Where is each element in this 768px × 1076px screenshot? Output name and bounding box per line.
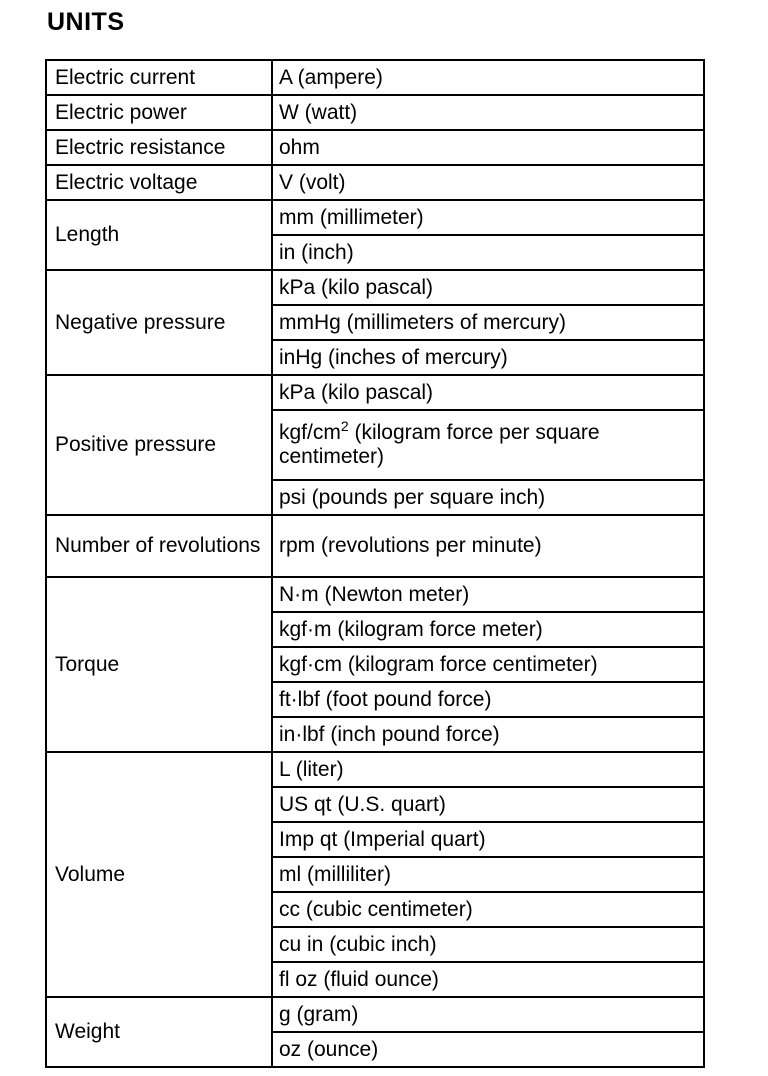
category-cell: Number of revolutions xyxy=(46,515,272,577)
category-cell: Length xyxy=(46,200,272,270)
unit-text: mmHg (millimeters of mercury) xyxy=(279,310,567,334)
table-row xyxy=(46,752,704,787)
unit-cell xyxy=(272,480,704,515)
category-cell: Electric voltage xyxy=(46,165,272,200)
unit-cell xyxy=(272,305,704,340)
category-cell: Electric power xyxy=(46,95,272,130)
unit-text: kPa (kilo pascal) xyxy=(279,275,434,299)
unit-text: oz (ounce) xyxy=(279,1037,379,1061)
unit-text: L (liter) xyxy=(279,757,344,781)
unit-cell xyxy=(272,235,704,270)
unit-text: kgf/cm xyxy=(279,421,341,444)
unit-text: in·lbf (inch pound force) xyxy=(279,722,500,746)
unit-text: kgf·m (kilogram force meter) xyxy=(279,617,543,641)
unit-superscript: 2 xyxy=(340,418,349,434)
unit-text: psi (pounds per square inch) xyxy=(279,485,546,509)
unit-text: ml (milliliter) xyxy=(279,862,391,886)
unit-cell xyxy=(272,857,704,892)
unit-text: cu in (cubic inch) xyxy=(279,932,437,956)
table-row xyxy=(46,200,704,235)
unit-cell xyxy=(272,927,704,962)
unit-cell xyxy=(272,165,704,200)
unit-text: N·m (Newton meter) xyxy=(279,582,470,606)
unit-text: in (inch) xyxy=(279,240,354,264)
unit-cell xyxy=(272,822,704,857)
unit-text: rpm (revolutions per minute) xyxy=(279,534,542,557)
page-title: UNITS xyxy=(47,8,125,36)
unit-cell xyxy=(272,60,704,95)
category-cell: Electric resistance xyxy=(46,130,272,165)
unit-cell xyxy=(272,997,704,1032)
table-row xyxy=(46,270,704,305)
unit-cell xyxy=(272,410,704,480)
unit-cell xyxy=(272,612,704,647)
unit-cell xyxy=(272,130,704,165)
category-cell: Positive pressure xyxy=(46,375,272,515)
unit-cell xyxy=(272,962,704,997)
category-cell: Negative pressure xyxy=(46,270,272,375)
unit-text: kPa (kilo pascal) xyxy=(279,380,434,404)
unit-cell xyxy=(272,515,704,577)
category-cell: Volume xyxy=(46,752,272,997)
unit-text: g (gram) xyxy=(279,1002,359,1026)
units-table xyxy=(45,59,705,1068)
unit-text: W (watt) xyxy=(279,100,358,124)
unit-cell xyxy=(272,717,704,752)
unit-cell xyxy=(272,577,704,612)
unit-text: kgf·cm (kilogram force centimeter) xyxy=(279,652,598,676)
category-cell: Electric current xyxy=(46,60,272,95)
table-row xyxy=(46,95,704,130)
unit-text: mm (millimeter) xyxy=(279,205,424,229)
category-cell: Torque xyxy=(46,577,272,752)
unit-cell xyxy=(272,340,704,375)
unit-text: Imp qt (Imperial quart) xyxy=(279,827,486,851)
category-cell: Weight xyxy=(46,997,272,1067)
unit-cell xyxy=(272,95,704,130)
unit-cell xyxy=(272,200,704,235)
unit-text: inHg (inches of mercury) xyxy=(279,345,508,369)
unit-text: ft·lbf (foot pound force) xyxy=(279,687,492,711)
unit-cell xyxy=(272,375,704,410)
unit-text: cc (cubic centimeter) xyxy=(279,897,473,921)
unit-cell xyxy=(272,647,704,682)
table-row xyxy=(46,130,704,165)
unit-cell xyxy=(272,752,704,787)
table-row xyxy=(46,375,704,410)
unit-cell xyxy=(272,270,704,305)
unit-text: US qt (U.S. quart) xyxy=(279,792,446,816)
unit-cell xyxy=(272,892,704,927)
unit-text: A (ampere) xyxy=(279,65,383,89)
table-row xyxy=(46,577,704,612)
unit-text: fl oz (fluid ounce) xyxy=(279,967,439,991)
unit-text: ohm xyxy=(279,135,320,159)
unit-cell xyxy=(272,1032,704,1067)
unit-cell xyxy=(272,682,704,717)
table-row xyxy=(46,515,704,577)
table-row xyxy=(46,60,704,95)
units-table-body xyxy=(46,60,704,1067)
table-row xyxy=(46,165,704,200)
unit-cell xyxy=(272,787,704,822)
unit-text-rest: (kilogram force per square centimeter) xyxy=(279,421,600,468)
table-row xyxy=(46,997,704,1032)
unit-text: V (volt) xyxy=(279,170,346,194)
